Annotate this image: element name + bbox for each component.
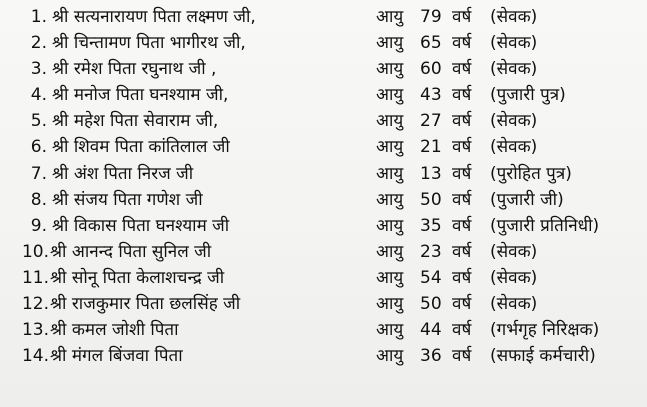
entry-age-value: 36 (420, 346, 442, 367)
entry-age-label: आयु (376, 267, 404, 288)
list-item (0, 265, 647, 291)
entry-age-label: आयु (376, 241, 404, 262)
entry-age-label: आयु (376, 294, 404, 315)
entry-age-label: आयु (376, 163, 404, 184)
entry-role: (पुजारी पुत्र) (490, 85, 566, 106)
entry-number: 7. (30, 163, 47, 184)
entry-role: (पुरोहित पुत्र) (490, 163, 572, 184)
entry-age-value: 60 (420, 59, 442, 80)
entry-age-unit: वर्ष (452, 267, 472, 288)
entry-age-label: आयु (376, 85, 404, 106)
entry-age-value: 54 (420, 267, 442, 288)
entry-age-unit: वर्ष (452, 85, 472, 106)
entry-age-unit: वर्ष (452, 33, 472, 54)
entry-age-unit: वर्ष (452, 163, 472, 184)
entry-name: श्री मनोज पिता घनश्याम जी, (52, 85, 229, 106)
entry-role: (गर्भगृह निरिक्षक) (490, 320, 600, 341)
entry-number: 8. (30, 189, 47, 210)
list-item (0, 30, 647, 56)
entry-name: श्री रमेश पिता रघुनाथ जी , (52, 59, 217, 80)
entry-age-label: आयु (376, 7, 404, 27)
entry-age-label: आयु (376, 33, 404, 54)
entry-number: 3. (30, 59, 47, 80)
list-item (0, 161, 647, 187)
person-list (0, 4, 647, 369)
entry-age-unit: वर्ष (452, 111, 472, 132)
entry-age-value: 79 (420, 7, 442, 27)
entry-name: श्री अंश पिता निरज जी (52, 163, 194, 184)
entry-name: श्री शिवम पिता कांतिलाल जी (52, 137, 230, 158)
entry-age-unit: वर्ष (452, 346, 472, 367)
entry-age-label: आयु (376, 320, 404, 341)
entry-age-unit: वर्ष (452, 137, 472, 158)
list-item (0, 82, 647, 108)
entry-name: श्री संजय पिता गणेश जी (52, 189, 203, 210)
entry-role: (सेवक) (490, 33, 538, 54)
entry-name: श्री सोनू पिता केलाशचन्द्र जी (50, 267, 225, 288)
entry-role: (सेवक) (490, 111, 538, 132)
entry-age-unit: वर्ष (452, 189, 472, 210)
entry-age-value: 50 (420, 294, 442, 315)
entry-number: 9. (30, 215, 47, 236)
list-item (0, 187, 647, 213)
entry-number: 2. (30, 33, 47, 54)
entry-age-value: 65 (420, 33, 442, 54)
list-item (0, 4, 647, 30)
entry-role: (सेवक) (490, 294, 538, 315)
entry-age-value: 43 (420, 85, 442, 106)
entry-age-label: आयु (376, 59, 404, 80)
entry-role: (सेवक) (490, 59, 538, 80)
entry-age-label: आयु (376, 346, 404, 367)
entry-name: श्री आनन्द पिता सुनिल जी (50, 241, 212, 262)
entry-age-value: 44 (420, 320, 442, 341)
list-item (0, 239, 647, 265)
entry-role: (सफाई कर्मचारी) (490, 346, 596, 367)
entry-name: श्री कमल जोशी पिता (50, 320, 179, 341)
entry-name: श्री सत्यनारायण पिता लक्ष्मण जी, (52, 7, 256, 27)
entry-name: श्री महेश पिता सेवाराम जी, (52, 111, 219, 132)
list-item (0, 291, 647, 317)
entry-role: (सेवक) (490, 137, 538, 158)
entry-age-value: 35 (420, 215, 442, 236)
entry-age-unit: वर्ष (452, 294, 472, 315)
entry-age-unit: वर्ष (452, 215, 472, 236)
entry-age-label: आयु (376, 215, 404, 236)
list-item (0, 213, 647, 239)
entry-age-value: 50 (420, 189, 442, 210)
entry-age-value: 13 (420, 163, 442, 184)
entry-age-unit: वर्ष (452, 241, 472, 262)
list-item (0, 134, 647, 160)
entry-number: 4. (30, 85, 47, 106)
list-item (0, 317, 647, 343)
list-item (0, 343, 647, 369)
entry-role: (पुजारी जी) (490, 189, 564, 210)
entry-name: श्री राजकुमार पिता छलसिंह जी (50, 294, 241, 315)
entry-number: 13. (21, 320, 49, 341)
entry-number: 5. (30, 111, 47, 132)
entry-age-label: आयु (376, 111, 404, 132)
entry-number: 6. (30, 137, 47, 158)
entry-number: 12. (21, 294, 49, 315)
entry-role: (सेवक) (490, 267, 538, 288)
entry-name: श्री विकास पिता घनश्याम जी (52, 215, 230, 236)
entry-age-value: 23 (420, 241, 442, 262)
entry-role: (सेवक) (490, 241, 538, 262)
entry-age-value: 27 (420, 111, 442, 132)
entry-name: श्री मंगल बिंजवा पिता (50, 346, 183, 367)
entry-age-label: आयु (376, 189, 404, 210)
entry-name: श्री चिन्तामण पिता भागीरथ जी, (52, 33, 246, 54)
entry-number: 11. (21, 267, 49, 288)
entry-age-unit: वर्ष (452, 59, 472, 80)
entry-role: (पुजारी प्रतिनिधी) (490, 215, 600, 236)
entry-number: 14. (21, 346, 49, 367)
entry-age-unit: वर्ष (452, 320, 472, 341)
entry-number: 1. (30, 7, 47, 27)
list-item (0, 108, 647, 134)
entry-age-unit: वर्ष (452, 7, 472, 27)
entry-role: (सेवक) (490, 7, 538, 27)
list-item (0, 56, 647, 82)
entry-number: 10. (21, 241, 49, 262)
entry-age-label: आयु (376, 137, 404, 158)
entry-age-value: 21 (420, 137, 442, 158)
